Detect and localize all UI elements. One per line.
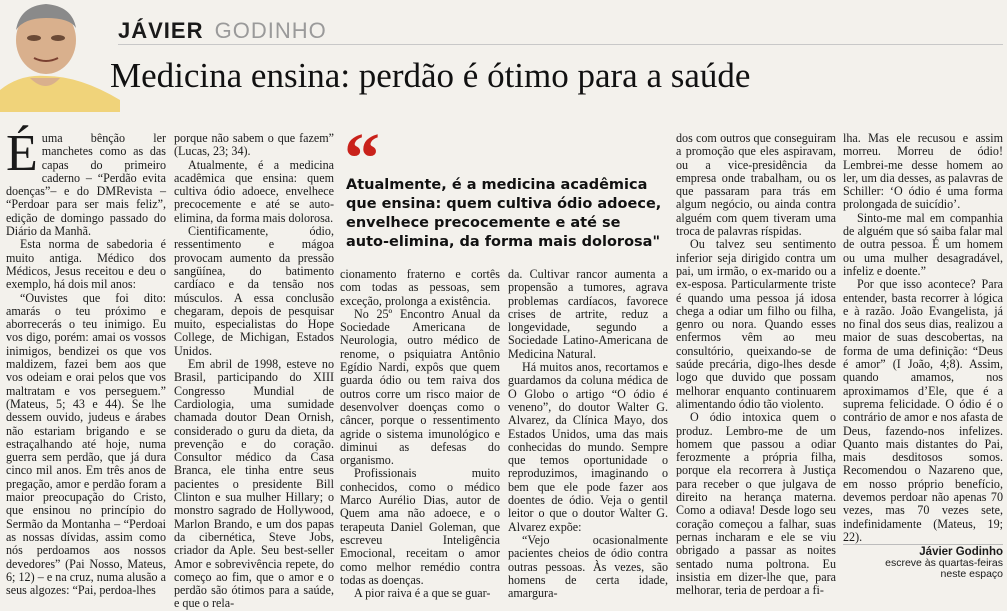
article-column-5 [676, 131, 836, 598]
paragraph: Atualmente, é a medicina acadêmica que ensina: quem cultiva ódio adoece, envelhece precocemente e até se auto-elimina, da forma mais dolorosa. [174, 157, 334, 225]
signature-rule [843, 544, 1003, 545]
article-column-1 [6, 125, 166, 598]
paragraph: lha. Mas ele recusou e assim morreu. Morreu de ódio! Lembrei-me desse homem ao ler, um dia desses, as palavras de Schiller: ‘O ódio é uma forma prolongada de suicídio’. [843, 131, 1003, 212]
quote-mark-icon: “ [344, 118, 380, 198]
header-rule [118, 44, 1003, 45]
paragraph: “Vejo ocasionalmente pacientes cheios de ódio contra outras pessoas. Às vezes, são homens de certa idade, amargura- [508, 532, 668, 601]
paragraph: Esta norma de sabedoria é muito antiga. Médico dos Médicos, Jesus receitou e deu o exemplo, há dois mil anos: [6, 237, 166, 292]
paragraph: O ódio intoxica quem o produz. Lembro-me de um homem que passou a odiar ferozmente a própria filha, porque ela recorrera à Justiça para receber o que julgava de direito na herança materna. Como a odiava! Desde logo seu coração começou a falhar, suas pernas incharam e ele se viu obrigado a passar as noites sentado numa poltrona. Eu insistia em dizer-lhe que, para melhorar, teria de perdoar a fi- [676, 410, 836, 598]
paragraph: dos com outros que conseguiram a promoção que eles aspiravam, ou a vice-presidência da empresa onde trabalham, ou os que passaram para trás em algum negócio, ou ainda contra alguém com quem tiveram uma troca de palavras ríspidas. [676, 131, 836, 239]
signature-name: Jávier Godinho [919, 546, 1003, 558]
paragraph: Ou talvez seu sentimento inferior seja dirigido contra um pai, um irmão, o ex-marido ou a ex-esposa. Particularmente triste é quando uma pessoa já idosa chega a odiar um filho ou filha, genro ou nora. Quando esses enfermos vêm ao meu consultório, queixando-se de saúde precária, digo-lhes desde logo que duvido que possam melhorar enquanto continuarem alimentando ódio tão violento. [676, 237, 836, 411]
article-column-3 [340, 267, 500, 601]
headline: Medicina ensina: perdão é ótimo para a saúde [110, 56, 751, 95]
pull-quote-text: Atualmente, é a medicina acadêmica que ensina: quem cultiva ódio adoece, envelhece precocemente e até se auto-elimina, da forma mais dolorosa" [346, 177, 662, 250]
paragraph: Em abril de 1998, esteve no Brasil, participando do XIII Congresso Mundial de Cardiologia, uma sumidade chamada doutor Dean Ornish, considerado o guru da dieta, da prevenção e do coração. Consultor médico da Casa Branca, ele tinha entre seus pacientes o presidente Bill Clinton e sua mulher Hillary; o monstro sagrado de Hollywood, Marlon Brando, e um dos papas da cibernética, Steve Jobs, criador da Aple. Seu best-seller Amor e sobrevivência repete, do começo ao fim, que o amor e o perdão são ótimos para a saúde, e que o rela- [174, 357, 334, 611]
author-photo [0, 0, 120, 112]
paragraph: uma bênção ler manchetes como as das capas do primeiro caderno – “Perdão evita doenças”– e do DMRevista – “Perdoar para ser mais feliz”, edição de domingo passado do Diário da Manhã. [6, 131, 166, 239]
paragraph: No 25º Encontro Anual da Sociedade Americana de Neurologia, outro médico de renome, o psiquiatra Antônio Egídio Nardi, expôs que quem guarda ódio ou tem raiva dos outros corre um risco maior de desenvolver doenças como o câncer, porque o ressentimento agride o sistema imunológico e diminui as defesas do organismo. [340, 306, 500, 468]
paragraph: Sinto-me mal em companhia de alguém que só saiba falar mal de outra pessoa. É um homem ou uma mulher desagradável, infeliz e doente.” [843, 210, 1003, 278]
author-first-name: JÁVIER [118, 18, 204, 43]
paragraph: Cientificamente, ódio, ressentimento e mágoa provocam aumento da pressão sangüínea, do batimento cardíaco e da tensão nos músculos. A essa conclusão chegaram, depois de pesquisar muito, especialistas do Hope College, de Michigan, Estados Unidos. [174, 224, 334, 358]
author-byline [118, 18, 327, 44]
drop-cap: É [6, 125, 38, 182]
paragraph: A pior raiva é a que se guar- [354, 586, 491, 601]
paragraph: cionamento fraterno e cortês com todas as pessoas, sem exceção, prolonga a existência. [340, 267, 500, 308]
paragraph: da. Cultivar rancor aumenta a propensão a tumores, agrava problemas cardíacos, favorece crises de artrite, reduz a longevidade, segundo a Sociedade Latino-Americana de Medicina Natural. [508, 267, 668, 361]
pull-quote [340, 118, 668, 258]
paragraph: Profissionais muito conhecidos, como o médico Marco Aurélio Dias, autor de Quem ama não adoece, e o terapeuta Daniel Goleman, que escreveu Inteligência Emocional, receitam o amor como melhor remédio contra todas as doenças. [340, 466, 500, 587]
paragraph: porque não sabem o que fazem” (Lucas, 23; 34). [174, 131, 334, 159]
paragraph: Há muitos anos, recortamos e guardamos da coluna médica de O Globo o artigo “O ódio é veneno”, do doutor Walter G. Alvarez, da Clínica Mayo, dos Estados Unidos, uma das mais conhecidas do mundo. Sempre que temos oportunidade o reproduzimos, imaginando o bem que ele pode fazer aos doentes de ódio. Veja o gentil leitor o que o doutor Walter G. Alvarez expõe: [508, 360, 668, 534]
signature-location: neste espaço [940, 568, 1003, 580]
author-last-name: GODINHO [214, 18, 327, 43]
paragraph: Por que isso acontece? Para entender, basta recorrer à lógica e à razão. João Evangelista, já no final dos seus dias, realizou a maior de suas descobertas, na forma de uma definição: “Deus é amor” (I João, 4;8). Assim, quando amamos, nos aproximamos d’Ele, que é a suprema felicidade. O ódio é o contrário de amor e nos afasta de Deus, fazendo-nos infelizes. Quanto mais distantes do Pai, mais desditosos somos. Recomendou o Nazareno que, em nosso próprio benefício, devemos perdoar não apenas 70 vezes, mas 70 vezes sete, indefinidamente (Mateus, 19; 22). [843, 277, 1003, 544]
signature-schedule: escreve às quartas-feiras [885, 557, 1003, 569]
article-column-6 [843, 132, 1003, 542]
column-header [0, 0, 1007, 112]
paragraph: “Ouvistes que foi dito: amarás o teu próximo e aborrecerás o teu inimigo. Eu vos digo, porém: amai os vossos inimigos, bendizei os que vos maldizem, fazei bem aos que vos odeiam e orai pelos que vos maltratam e vos perseguem.” (Mateus, 5; 43 e 44). Se lhe dessem ouvido, judeus e árabes não estariam brigando e se estraçalhando até hoje, numa guerra sem perdão, que já dura cinco mil anos. Em três anos de pregação, amor e perdão foram a maior preocupação do Cristo, que ensinou no princípio do Sermão da Montanha – “Perdoai as nossas dívidas, assim como nós perdoamos aos nossos devedores” (Pai Nosso, Mateus, 6; 12) – e na cruz, numa alusão a seus algozes: “Pai, perdoa-lhes [6, 290, 166, 598]
article-column-4 [508, 267, 668, 601]
article-column-2 [174, 131, 334, 611]
